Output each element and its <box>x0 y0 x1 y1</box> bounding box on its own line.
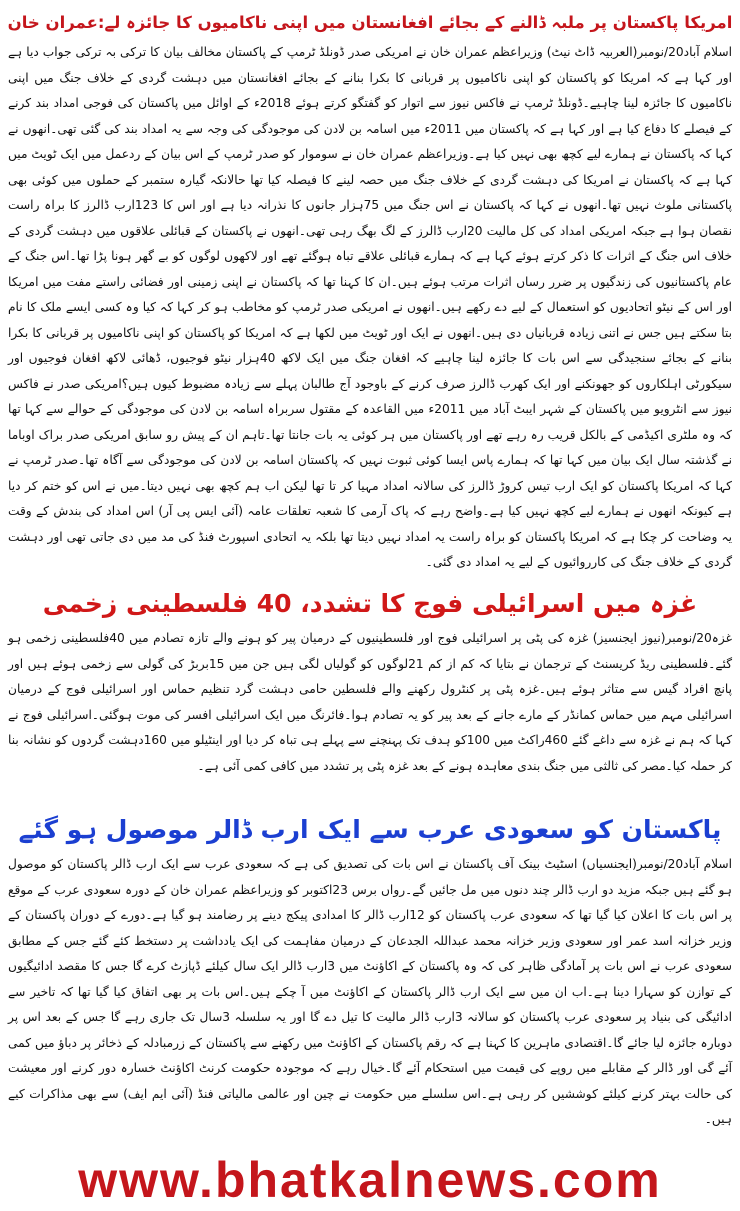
article2-headline: غزہ میں اسرائیلی فوج کا تشدد، 40 فلسطینی زخمی <box>42 589 698 618</box>
article1-body: اسلام آباد20/نومبر(العربیہ ڈاٹ نیٹ) وزیراعظم عمران خان نے امریکی صدر ڈونلڈ ٹرمپ کے پاکستان مخالف بیان کا ترکی بہ ترکی جواب دیا ہے اور کہا ہے کہ امریکا کو پاکستان کو اپنی ناکامیوں پر قربانی کا بکرا بنانے کے بجائے افغانستان میں دہشت گردی کے خلاف جنگ میں اپنی ناکامیوں کا جائزہ لینا چاہیے۔ڈونلڈ ٹرمپ نے فاکس نیوز سے اتوار کو گفتگو کرتے ہوئے 2018ء کے اوائل میں پاکستان کی فوجی امداد بند کرنے کے فیصلے کا دفاع کیا ہے اور کہا ہے کہ پاکستان میں 2011ء میں اسامہ بن لادن کی موجودگی کی وجہ سے یہ امداد بند کی گئی تھی۔انھوں نے کہا کہ پاکستان نے ہمارے لیے کچھ بھی نہیں کیا ہے۔وزیراعظم عمران خان نے سوموار کو صدر ٹرمپ کے اس بیان کے ردعمل میں ایک ٹویٹ میں کہا ہے کہ پاکستان نے امریکا کی دہشت گردی کے خلاف جنگ میں حصہ لینے کا فیصلہ کیا تھا حالانکہ گیارہ ستمبر کے حملوں میں کوئی بھی پاکستانی ملوث نہیں تھا۔انھوں نے کہا کہ پاکستان نے اس جنگ میں 75ہزار جانوں کا نذرانہ دیا ہے اور اس کا 123ارب ڈالرز کا براہ راست نقصان ہوا ہے جبکہ امریکی امداد کی کل مالیت 20ارب ڈالرز کے لگ بھگ رہی تھی۔انھوں نے پاکستان کے قبائلی علاقوں میں دہشت گردی کے خلاف اس جنگ کے اثرات کا ذکر کرتے ہوئے کہا ہے کہ ہمارے قبائلی علاقے تباہ ہوگئے تھے اور لاکھوں لوگوں کو بے گھر ہونا پڑا تھا۔اس جنگ کے عام پاکستانیوں کی زندگیوں پر ضرر رساں اثرات مرتب ہوئے ہیں۔ان کا کہنا تھا کہ پاکستان نے اپنی زمینی اور فضائی راستے مفت میں امریکا اور اس کے نیٹو اتحادیوں کو استعمال کے لیے دے رکھے ہیں۔انھوں نے امریکی صدر ٹرمپ کو مخاطب ہو کر کہا کہ کیا وہ کسی ایسے ملک کا نام بتا سکتے ہیں جس نے اتنی زیادہ قربانیاں دی ہیں۔انھوں نے ایک اور ٹویٹ میں لکھا ہے کہ امریکا کو پاکستان کو اپنی ناکامیوں پر قربانی کا بکرا بنانے کے بجائے سنجیدگی سے اس بات کا جائزہ لینا چاہیے کہ افغان جنگ میں ایک لاکھ 40ہزار نیٹو فوجیوں، ڈھائی لاکھ افغان فوجیوں اور سیکورٹی اہلکاروں کو جھونکنے اور ایک کھرب ڈالرز صرف کرنے کے باوجود آج طالبان پہلے سے زیادہ مضبوط کیوں ہیں؟امریکی صدر نے فاکس نیوز سے انٹرویو میں پاکستان کے شہر ایبٹ آباد میں 2011ء میں القاعدہ کے مقتول سربراہ اسامہ بن لادن کی موجودگی کے حوالے سے کہا تھا کہ وہ ملٹری اکیڈمی کے بالکل قریب رہ رہے تھے اور پاکستان میں ہر کوئی یہ بات جانتا تھا۔تاہم ان کے پیش رو سابق امریکی صدر براک اوباما نے گذشتہ سال ایک بیان میں کہا تھا کہ ہمارے پاس ایسا کوئی ثبوت نہیں کہ پاکستان اسامہ بن لادن کی موجودگی سے آگاہ تھا۔صدر ٹرمپ نے کہا کہ امریکا پاکستان کو ایک ارب تیس کروڑ ڈالرز کی سالانہ امداد مہیا کر تا تھا لیکن اب ہم کچھ بھی نہیں دیتا۔میں نے اس کو ختم کر دیا ہے کیونکہ انھوں نے ہمارے لیے کچھ نہیں کیا ہے۔واضح رہے کہ پاک آرمی کا شعبہ تعلقات عامہ (آئی ایس پی آر) اس امداد کی بندش کے وقت یہ وضاحت کر چکا ہے کہ امریکا پاکستان کو براہ راست یہ امداد نہیں دیتا تھا بلکہ یہ اتحادی اسپورٹ فنڈ کی مد میں دی جاتی تھی اور دہشت گردی کے خلاف جنگ کی کارروائیوں کے لیے یہ امداد دی گئی۔ <box>8 45 733 569</box>
article3-headline: پاکستان کو سعودی عرب سے ایک ارب ڈالر موصول ہو گئے <box>18 815 722 844</box>
article1-headline: امریکا پاکستان پر ملبہ ڈالنے کے بجائے افغانستان میں اپنی ناکامیوں کا جائزہ لے:عمران خان <box>7 13 733 32</box>
site-url-footer: www.bhatkalnews.com <box>78 1152 662 1208</box>
article2-body: غزہ20/نومبر(نیوز ایجنسیز) غزہ کی پٹی پر اسرائیلی فوج اور فلسطینیوں کے درمیان پیر کو ہونے والے تازہ تصادم میں 40فلسطینی زخمی ہو گئے۔فلسطینی ریڈ کریسنٹ کے ترجمان نے بتایا کہ کم از کم 21لوگوں کو گولیاں لگی ہیں جن میں 15بربڑ کی گولی سے زخمی ہوئے ہیں اور پانچ افراد گیس سے متاثر ہوئے ہیں۔غزہ پٹی پر کنٹرول رکھنے والے فلسطین حامی دہشت گرد تنظیم حماس اور اسرائیلی فوج کے درمیان اسرائیلی مہم میں حماس کمانڈر کے مارے جانے کے بعد پیر کو یہ تصادم ہوا۔فائرنگ میں ایک اسرائیلی افسر کی موت ہوگئی۔اسرائیلی فوج نے کہا کہ ہم نے غزہ سے داغے گئے 460راکٹ میں 100کو ہدف تک پہنچنے سے پہلے ہی تباہ کر دیا اور اینٹیلو میں 160دہشت گردوں کو نشانہ بنا کر حملہ کیا۔مصر کی ثالثی میں جنگ بندی معاہدہ ہونے کے بعد غزہ پٹی پر تشدد میں کافی کمی آئی ہے۔ <box>8 631 733 773</box>
article3-body: اسلام آباد20/نومبر(ایجنسیاں) اسٹیٹ بینک آف پاکستان نے اس بات کی تصدیق کی ہے کہ سعودی عرب سے ایک ارب ڈالر پاکستان کو موصول ہو گئے ہیں جبکہ مزید دو ارب ڈالر چند دنوں میں مل جائیں گے۔رواں برس 23اکتوبر کو وزیراعظم عمران خان کے دورہ سعودی عرب کے موقع پر اس بات کا اعلان کیا گیا تھا کہ سعودی عرب پاکستان کو 12ارب ڈالر کا امدادی پیکج دینے پر رضامند ہو گیا ہے۔دورے کے دوران پاکستان کے وزیر خزانہ اسد عمر اور سعودی وزیر خزانہ محمد عبداللہ الجدعان کے درمیان مفاہمت کی ایک یادداشت پر دستخط کئے گئے جس کے مطابق سعودی عرب نے اس بات پر آمادگی ظاہر کی کہ وہ پاکستان کے اکاؤنٹ میں 3ارب ڈالر ایک سال کیلئے ڈپازٹ کرے گا جس کا مقصد ادائیگیوں کے توازن کو سہارا دینا ہے۔اب ان میں سے ایک ارب ڈالر پاکستان کے اکاؤنٹ میں آ چکے ہیں۔اس بات پر بھی اتفاق کیا گیا تھا کہ تاخیر سے ادائیگی کی بنیاد پر سعودی عرب پاکستان کو سالانہ 3ارب ڈالر مالیت کا تیل دے گا اور یہ سلسلہ 3سال تک جاری رہے گا جس کے بعد اس پر دوبارہ جائزہ لیا جائے گا۔اقتصادی ماہرین کا کہنا ہے کہ رقم پاکستان کے اکاؤنٹ میں رکھنے سے پاکستان کے زرمبادلہ کے ذخائر پر دباؤ میں کمی آئے گی اور ڈالر کے مقابلے میں روپے کی قیمت میں استحکام آئے گا۔خیال رہے کہ موجودہ حکومت کرنٹ اکاؤنٹ خسارہ دور کرنے اور معیشت کی حالت بہتر کرنے کیلئے کوششیں کر رہی ہے۔اس سلسلے میں حکومت نے چین اور عالمی مالیاتی فنڈ (آئی ایم ایف) سے بھی مذاکرات کیے ہیں۔ <box>8 857 732 1126</box>
